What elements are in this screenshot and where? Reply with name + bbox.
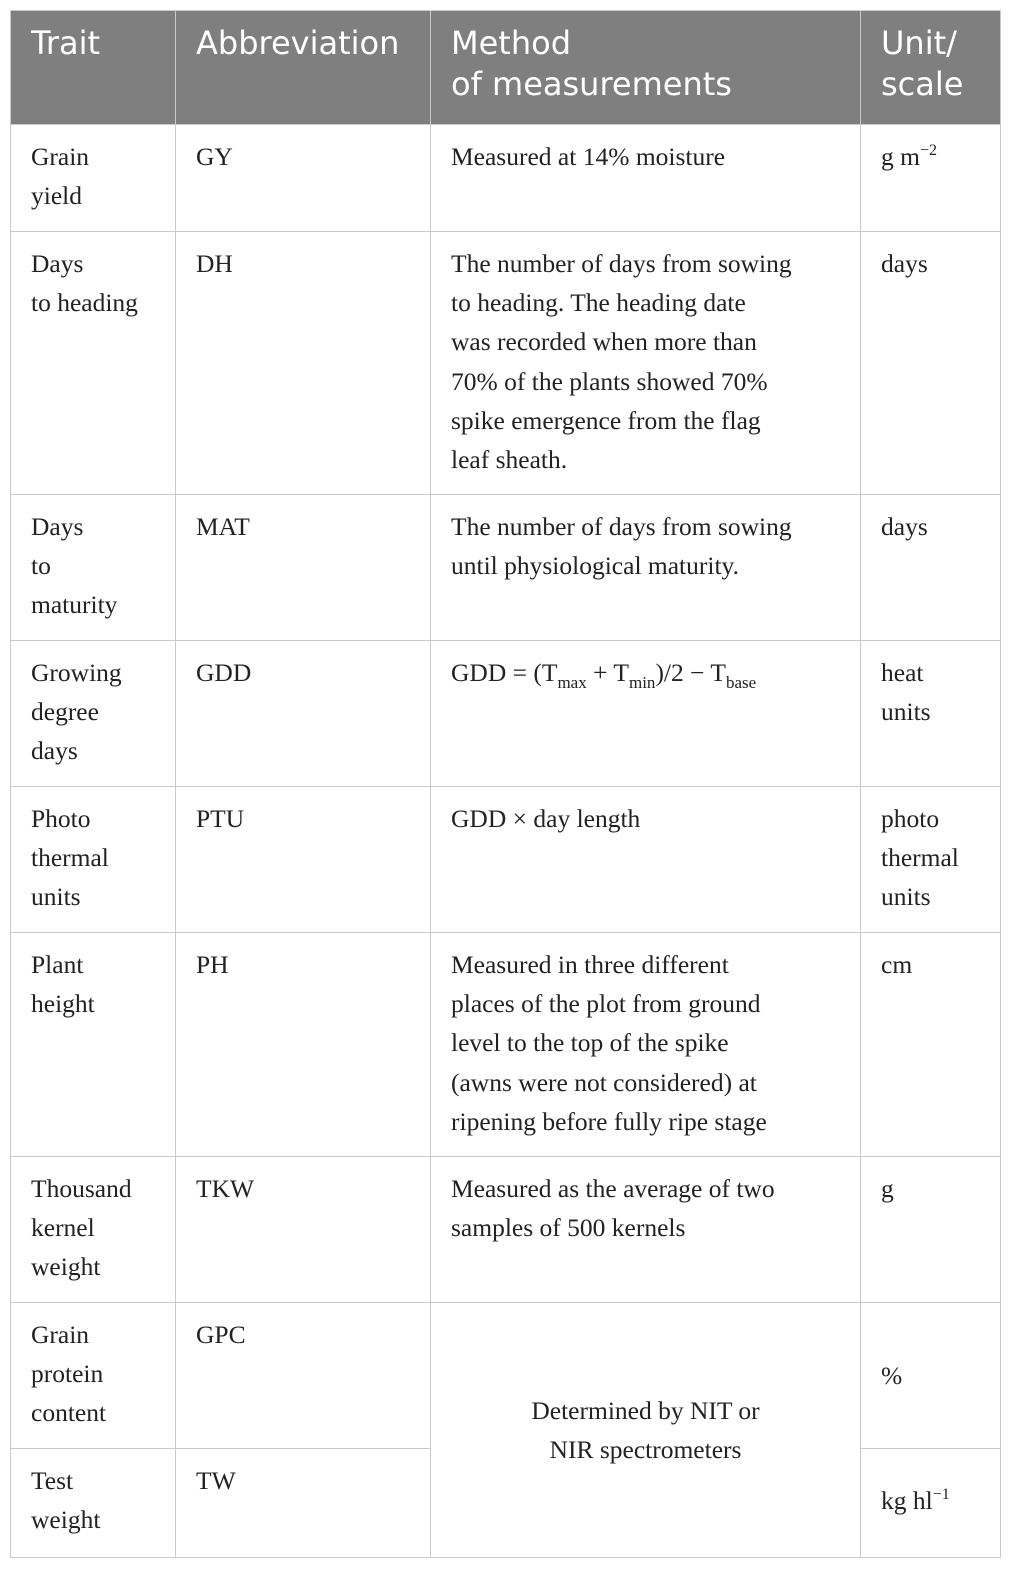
trait-cell: Photo thermal units xyxy=(11,787,176,933)
method-cell: GDD × day length xyxy=(431,787,861,933)
table-row xyxy=(11,787,1001,933)
abbreviation-cell: GY xyxy=(176,125,431,232)
unit-cell: cm xyxy=(861,933,1001,1157)
table-row xyxy=(11,125,1001,232)
table-row xyxy=(11,1157,1001,1303)
unit-cell: photo thermal units xyxy=(861,787,1001,933)
unit-cell: days xyxy=(861,232,1001,495)
trait-cell: Days to maturity xyxy=(11,495,176,641)
method-cell: The number of days from sowing to heading. The heading date was recorded when more than 70% of the plants showed 70% spike emergence from the flag leaf sheath. xyxy=(431,232,861,495)
abbreviation-cell: MAT xyxy=(176,495,431,641)
gdd-formula-subscript: max xyxy=(557,673,587,692)
gdd-formula-subscript: base xyxy=(726,673,757,692)
trait-cell: Grain yield xyxy=(11,125,176,232)
method-cell: Measured at 14% moisture xyxy=(431,125,861,232)
unit-cell: % xyxy=(861,1303,1001,1449)
trait-cell: Thousand kernel weight xyxy=(11,1157,176,1303)
abbreviation-cell: TW xyxy=(176,1449,431,1558)
gdd-formula-part: GDD = (T xyxy=(451,658,558,687)
unit-base: kg hl xyxy=(881,1486,933,1516)
abbreviation-cell: TKW xyxy=(176,1157,431,1303)
unit-cell: heat units xyxy=(861,641,1001,787)
method-cell xyxy=(431,641,861,787)
header-row xyxy=(11,11,1001,125)
trait-cell: Grain protein content xyxy=(11,1303,176,1449)
table-row xyxy=(11,933,1001,1157)
table-row xyxy=(11,1303,1001,1449)
header-abbreviation: Abbreviation xyxy=(176,11,431,125)
header-method: Method of measurements xyxy=(431,11,861,125)
trait-cell: Plant height xyxy=(11,933,176,1157)
gdd-formula-part: + T xyxy=(586,658,629,687)
header-trait: Trait xyxy=(11,11,176,125)
abbreviation-cell: DH xyxy=(176,232,431,495)
abbreviation-cell: GPC xyxy=(176,1303,431,1449)
abbreviation-cell: PTU xyxy=(176,787,431,933)
unit-cell xyxy=(861,1449,1001,1558)
trait-cell: Growing degree days xyxy=(11,641,176,787)
abbreviation-cell: PH xyxy=(176,933,431,1157)
unit-cell xyxy=(861,125,1001,232)
unit-cell: g xyxy=(861,1157,1001,1303)
method-cell: The number of days from sowing until physiological maturity. xyxy=(431,495,861,641)
header-unit: Unit/ scale xyxy=(861,11,1001,125)
trait-cell: Test weight xyxy=(11,1449,176,1558)
unit-exponent: −2 xyxy=(919,142,937,159)
unit-exponent: −1 xyxy=(932,1486,950,1504)
table-row xyxy=(11,232,1001,495)
gdd-formula-part: )/2 − T xyxy=(655,658,727,687)
gdd-formula-subscript: min xyxy=(628,673,656,692)
merged-method-cell: Determined by NIT or NIR spectrometers xyxy=(431,1303,861,1558)
unit-base: g m xyxy=(881,142,920,171)
method-cell: Measured as the average of two samples of 500 kernels xyxy=(431,1157,861,1303)
unit-cell: days xyxy=(861,495,1001,641)
table-row xyxy=(11,641,1001,787)
method-cell: Measured in three different places of the plot from ground level to the top of the spike (awns were not considered) at ripening before fully ripe stage xyxy=(431,933,861,1157)
table-row xyxy=(11,495,1001,641)
abbreviation-cell: GDD xyxy=(176,641,431,787)
traits-table xyxy=(10,10,1001,1558)
trait-cell: Days to heading xyxy=(11,232,176,495)
